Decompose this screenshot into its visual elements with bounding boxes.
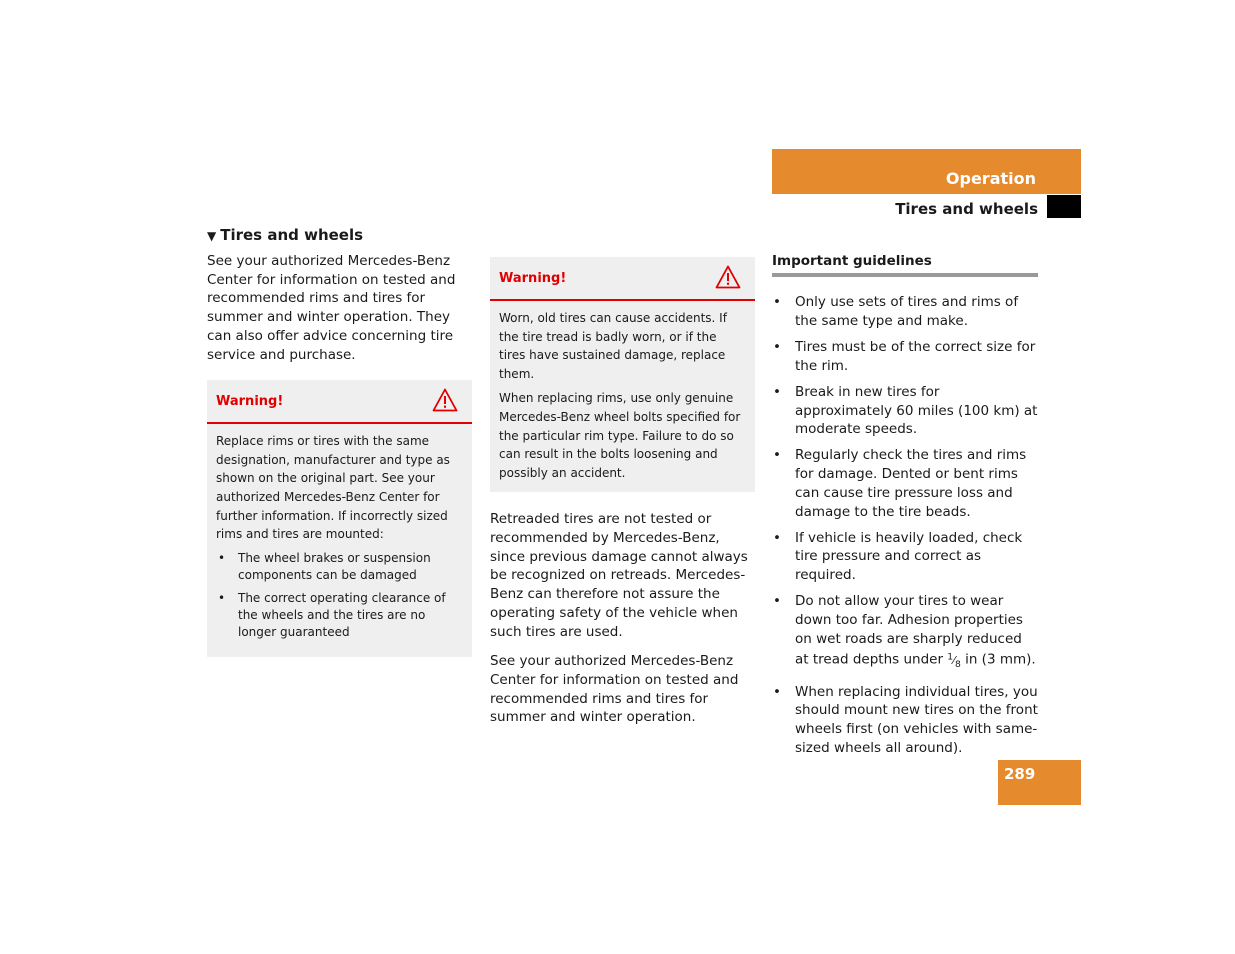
fraction: $^1⁄_8$	[947, 651, 961, 671]
list-item: • Tires must be of the correct size for the rim.	[772, 338, 1038, 375]
section-header: Tires and wheels	[895, 200, 1038, 218]
warning-box-tires	[490, 257, 755, 492]
chapter-title: Operation	[945, 169, 1036, 188]
warning-text: Replace rims or tires with the same designation, manufacturer and type as shown on the original part. See your authorized Mercedes-Benz Center for further information. If incorrectly sized rims and tires are mounted:	[216, 434, 450, 542]
warning-label: Warning!	[216, 394, 284, 410]
list-item: • If vehicle is heavily loaded, check tire pressure and correct as required.	[772, 529, 1038, 585]
warning-body	[207, 424, 472, 657]
warning-header	[207, 380, 472, 424]
page-number-tab	[998, 760, 1081, 805]
list-item: • Break in new tires for approximately 60 miles (100 km) at moderate speeds.	[772, 383, 1038, 439]
intro-paragraph: See your authorized Mercedes-Benz Center for information on tested and recommended rims and tires for summer and winter operation. They can also offer advice concerning tire service and purchase.	[207, 253, 456, 363]
list-item: • The correct operating clearance of the wheels and the tires are no longer guaranteed	[216, 590, 463, 641]
guidelines-heading: Important guidelines	[772, 253, 1038, 277]
chapter-tab	[772, 149, 1081, 194]
warning-box-rims	[207, 380, 472, 657]
warning-text: Worn, old tires can cause accidents. If the tire tread is badly worn, or if the tires have sustained damage, replace them.	[499, 311, 727, 381]
section-title: ▼ Tires and wheels	[207, 226, 364, 244]
right-column	[772, 253, 1038, 765]
section-marker	[1047, 195, 1081, 218]
warning-triangle-icon	[432, 388, 458, 412]
dealer-paragraph: See your authorized Mercedes-Benz Center for information on tested and recommended rims and tires for summer and winter operation.	[490, 653, 739, 726]
warning-body	[490, 301, 755, 492]
list-item: • Regularly check the tires and rims for damage. Dented or bent rims can cause tire pressure loss and damage to the tire beads.	[772, 446, 1038, 521]
list-item: • When replacing individual tires, you should mount new tires on the front wheels first (on vehicles with same-sized wheels all around).	[772, 683, 1038, 758]
left-column	[207, 226, 472, 657]
warning-triangle-icon	[715, 265, 741, 289]
warning-label: Warning!	[499, 271, 567, 286]
warning-text: When replacing rims, use only genuine Mercedes-Benz wheel bolts specified for the particular rim type. Failure to do so can result in the bolts loosening and possibly an accident.	[499, 391, 741, 480]
warning-bullet-list	[216, 550, 463, 641]
list-item: • Do not allow your tires to wear down too far. Adhesion properties on wet roads are sharply reduced at tread depths under $^1⁄_8$ in (3 mm).	[772, 592, 1038, 675]
retread-paragraph: Retreaded tires are not tested or recommended by Mercedes-Benz, since previous damage cannot always be recognized on retreads. Mercedes-Benz can therefore not assure the operating safety of the vehicle when such tires are used.	[490, 511, 748, 640]
list-item: • Only use sets of tires and rims of the same type and make.	[772, 293, 1038, 330]
middle-column	[490, 257, 755, 727]
page-number: 289	[1004, 765, 1036, 783]
warning-header	[490, 257, 755, 301]
guidelines-list	[772, 293, 1038, 757]
list-item: • The wheel brakes or suspension components can be damaged	[216, 550, 463, 584]
triangle-down-icon: ▼	[207, 229, 217, 243]
